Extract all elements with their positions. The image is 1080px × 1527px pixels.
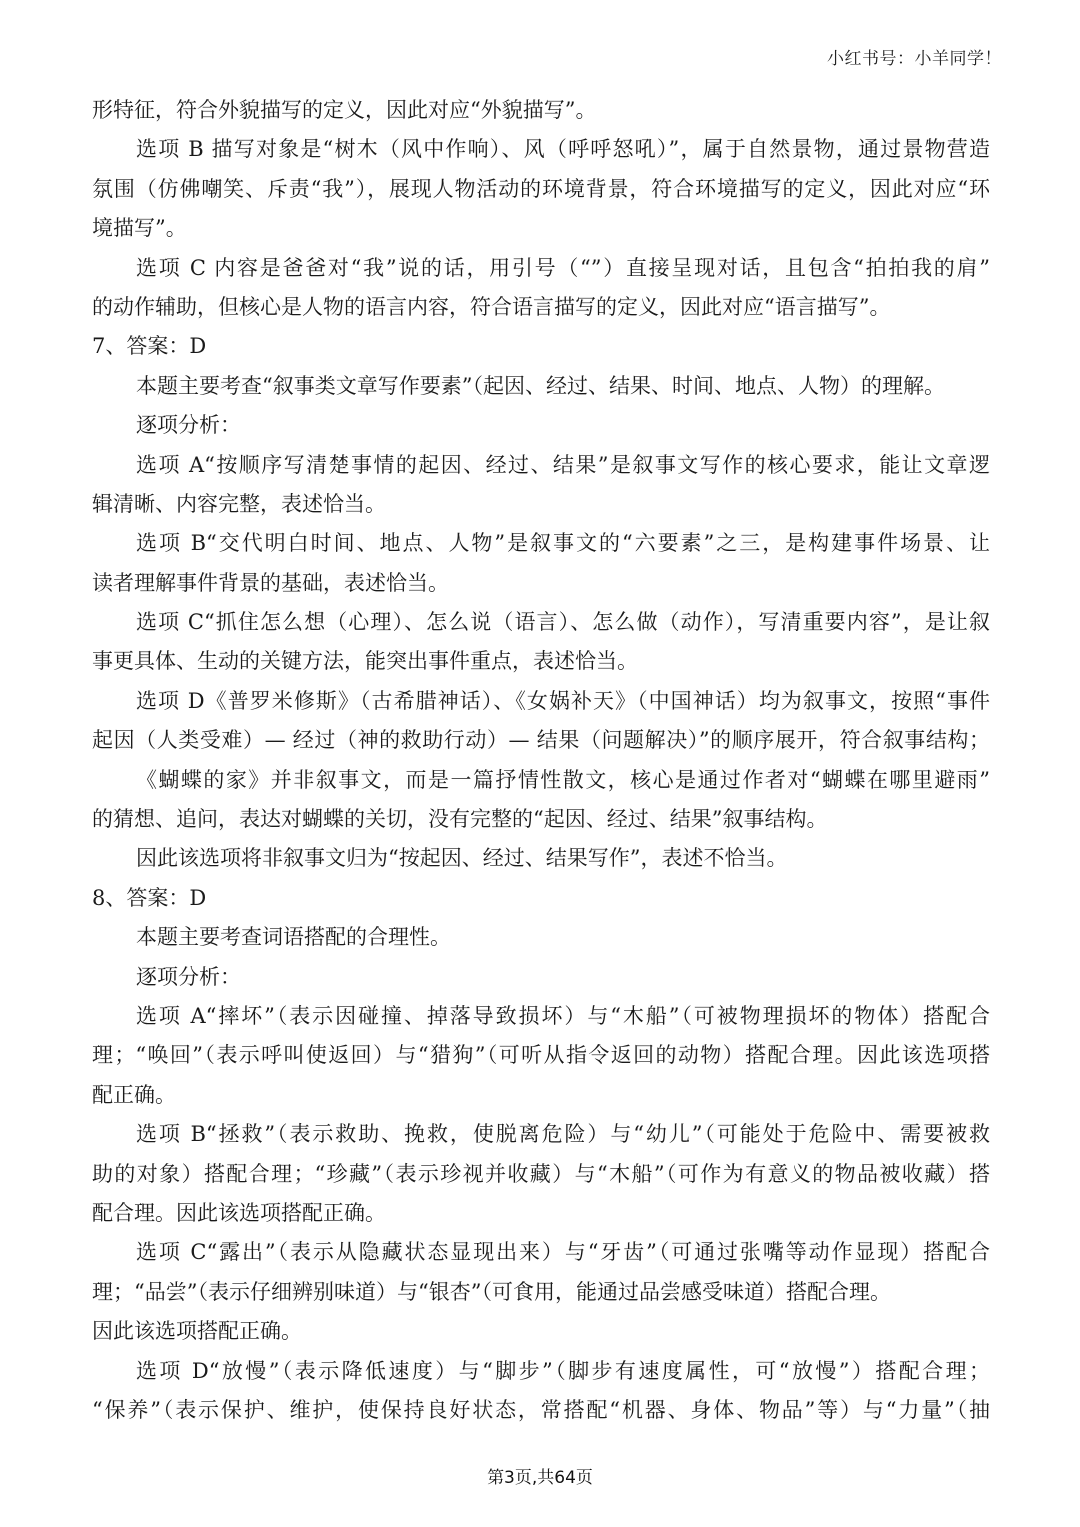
text-line: 起因（人类受难）— 经过（神的救助行动）— 结果（问题解决）”的顺序展开，符合叙事结构； (92, 728, 990, 753)
text-line: 选项 B“交代明白时间、地点、人物”是叙事文的“六要素”之三，是构建事件场景、让 (136, 531, 990, 556)
text-line: 选项 B“拯救”（表示救助、挽救，使脱离危险）与“幼儿”（可能处于危险中、需要被救 (136, 1122, 990, 1147)
text-line: 的猜想、追问，表达对蝴蝶的关切，没有完整的“起因、经过、结果”叙事结构。 (92, 807, 828, 832)
text-line: 读者理解事件背景的基础，表述恰当。 (92, 570, 449, 595)
text-line: 本题主要考查词语搭配的合理性。 (136, 925, 451, 950)
page-number: 第3页,共64页 (487, 1468, 593, 1488)
watermark-text: 小红书号：小羊同学！ (827, 49, 1002, 69)
text-line: 逐项分析： (136, 413, 241, 438)
text-line: 因此该选项搭配正确。 (92, 1319, 302, 1344)
text-line: 理；“唤回”（表示呼叫使返回）与“猎狗”（可听从指令返回的动物）搭配合理。因此该选项搭 (92, 1043, 990, 1068)
text-line: 的动作辅助，但核心是人物的语言内容，符合语言描写的定义，因此对应“语言描写”。 (92, 294, 891, 319)
text-line: 选项 B 描写对象是“树木（风中作响）、风（呼呼怒吼）”，属于自然景物，通过景物营造 (136, 137, 990, 162)
text-line: 本题主要考查“叙事类文章写作要素”（起因、经过、结果、时间、地点、人物）的理解。 (136, 373, 945, 398)
answer-heading: 7、答案：D (92, 334, 207, 359)
text-line: 形特征，符合外貌描写的定义，因此对应“外貌描写”。 (92, 98, 597, 122)
text-line: 助的对象）搭配合理；“珍藏”（表示珍视并收藏）与“木船”（可作为有意义的物品被收藏）搭 (92, 1161, 990, 1186)
text-line: 《蝴蝶的家》并非叙事文，而是一篇抒情性散文，核心是通过作者对“蝴蝶在哪里避雨” (136, 767, 990, 792)
text-line: “保养”（表示保护、维护，使保持良好状态，常搭配“机器、身体、物品”等）与“力量”（抽 (92, 1397, 990, 1422)
text-line: 配合理。因此该选项搭配正确。 (92, 1200, 386, 1225)
text-line: 选项 D“放慢”（表示降低速度）与“脚步”（脚步有速度属性，可“放慢”）搭配合理； (136, 1358, 990, 1383)
text-line: 逐项分析： (136, 964, 241, 989)
text-line: 选项 C 内容是爸爸对“我”说的话，用引号（“”）直接呈现对话，且包含“拍拍我的肩” (136, 255, 990, 280)
answer-heading: 8、答案：D (92, 885, 207, 910)
text-line: 选项 A“摔坏”（表示因碰撞、掉落导致损坏）与“木船”（可被物理损坏的物体）搭配合 (136, 1003, 990, 1028)
text-line: 因此该选项将非叙事文归为“按起因、经过、结果写作”，表述不恰当。 (136, 846, 788, 871)
document-body (92, 95, 990, 1434)
text-line: 选项 A“按顺序写清楚事情的起因、经过、结果”是叙事文写作的核心要求，能让文章逻 (136, 452, 990, 477)
text-line: 辑清晰、内容完整，表述恰当。 (92, 491, 386, 516)
text-line: 选项 D《普罗米修斯》（古希腊神话）、《女娲补天》（中国神话）均为叙事文，按照“事件 (136, 688, 990, 713)
text-line: 选项 C“露出”（表示从隐藏状态显现出来）与“牙齿”（可通过张嘴等动作显现）搭配合 (136, 1240, 990, 1265)
text-line: 理；“品尝”（表示仔细辨别味道）与“银杏”（可食用，能通过品尝感受味道）搭配合理。 (92, 1279, 891, 1304)
text-line: 事更具体、生动的关键方法，能突出事件重点，表述恰当。 (92, 649, 638, 674)
text-line: 境描写”。 (92, 216, 187, 241)
text-line: 配正确。 (92, 1082, 176, 1107)
text-line: 选项 C“抓住怎么想（心理）、怎么说（语言）、怎么做（动作），写清重要内容”，是让叙 (136, 610, 990, 635)
text-line: 氛围（仿佛嘲笑、斥责“我”），展现人物活动的环境背景，符合环境描写的定义，因此对应“环 (92, 176, 990, 201)
